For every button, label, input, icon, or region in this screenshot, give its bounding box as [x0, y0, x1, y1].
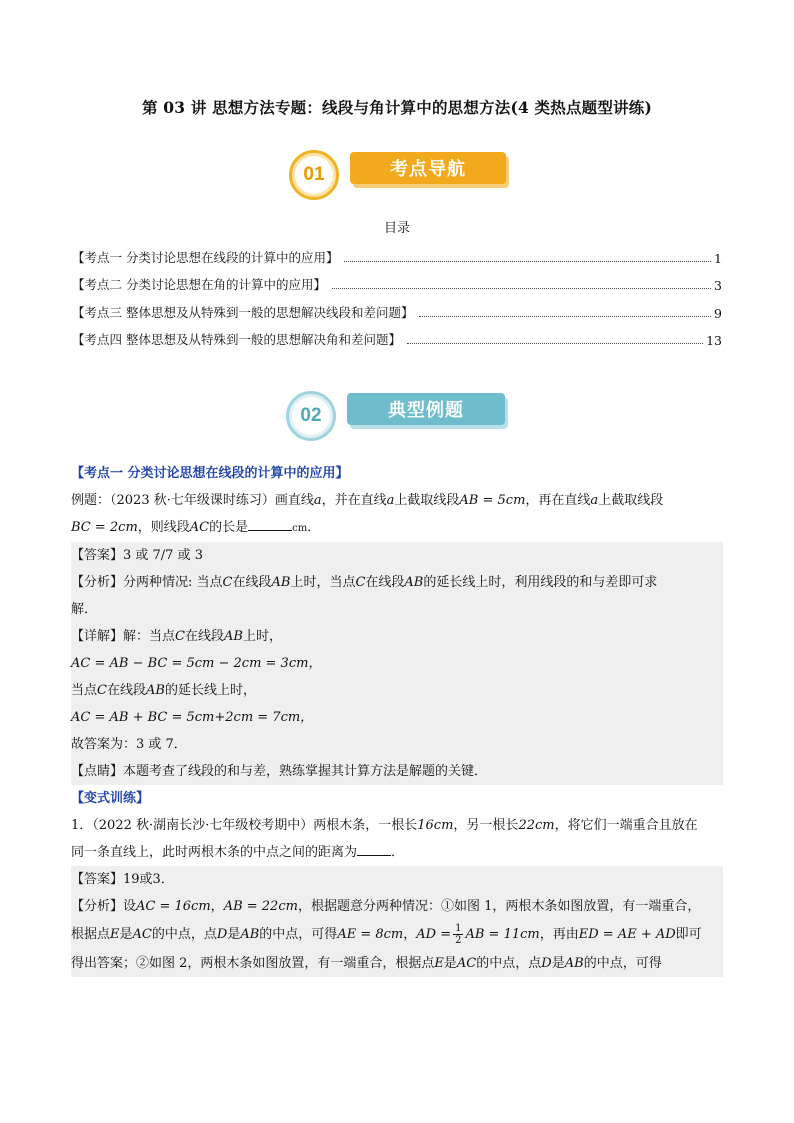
analysis-line-2: 解． — [71, 602, 98, 617]
toc-item[interactable]: 【考点二 分类讨论思想在角的计算中的应用】 3 — [72, 277, 722, 293]
equation-2: AC = AB + BC = 5cm+2cm = 7cm， — [71, 710, 314, 725]
question-1-line-2: 同一条直线上，此时两根木条的中点之间的距离为 ． — [71, 845, 405, 860]
page-title: 第 03 讲 思想方法专题：线段与角计算中的思想方法(4 类热点题型讲练) — [141, 98, 652, 117]
example-line-2: BC = 2cm，则线段AC的长是 cm． — [71, 520, 321, 535]
section-title: 【考点一 分类讨论思想在线段的计算中的应用】 — [71, 466, 349, 481]
variant-heading: 【变式训练】 — [71, 791, 150, 806]
equation-1: AC = AB − BC = 5cm − 2cm = 3cm， — [71, 656, 322, 671]
answer-line: 【答案】3 或 7/7 或 3 — [71, 548, 203, 563]
question-1-line-1: 1．（2022 秋·湖南长沙·七年级校考期中）两根木条，一根长16cm，另一根长22cm，将它们一端重合且放在 — [71, 818, 698, 833]
solution-block-2 — [71, 866, 723, 977]
detail-line-1: 【详解】解：当点C在线段AB上时， — [71, 629, 282, 644]
table-of-contents — [72, 238, 722, 348]
comment-line: 【点睛】本题考查了线段的和与差，熟练掌握其计算方法是解题的关键． — [71, 764, 488, 779]
example-line-1: 例题：（2023 秋·七年级课时练习）画直线a，并在直线a上截取线段AB = 5cm，再在直线a上截取线段 — [71, 493, 664, 508]
banner-number-circle: 01 — [289, 150, 339, 200]
fraction-one-half: $\frac{1}{2}$ — [455, 923, 462, 946]
main-content — [71, 460, 723, 977]
answer-blank — [357, 855, 391, 856]
q1-analysis-line-1: 【分析】设AC = 16cm，AB = 22cm，根据题意分两种情况：①如图 1，两根木条如图放置，有一端重合， — [71, 899, 701, 914]
toc-heading: 目录 — [383, 221, 410, 236]
toc-item[interactable]: 【考点三 整体思想及从特殊到一般的思想解决线段和差问题】 9 — [72, 304, 722, 321]
conclusion-line: 故答案为：3 或 7． — [71, 737, 187, 752]
banner-label: 典型例题 — [347, 393, 505, 425]
q1-answer-line: 【答案】19或3． — [71, 872, 174, 887]
analysis-line-1: 【分析】分两种情况: 当点C在线段AB上时，当点C在线段AB的延长线上时，利用线段的和与差即可求 — [71, 575, 658, 590]
banner-exam-points — [0, 150, 794, 198]
solution-block — [71, 542, 723, 785]
answer-blank — [248, 530, 292, 531]
toc-item[interactable]: 【考点一 分类讨论思想在线段的计算中的应用】 1 — [72, 249, 722, 266]
toc-item[interactable]: 【考点四 整体思想及从特殊到一般的思想解决角和差问题】 13 — [72, 332, 722, 348]
detail-line-2: 当点C在线段AB的延长线上时， — [71, 683, 256, 698]
banner-typical-examples — [0, 389, 794, 437]
banner-number-circle: 02 — [286, 391, 336, 441]
q1-analysis-line-2: 根据点E是AC的中点，点D是AB的中点，可得AE = 8cm，AD = $\frac{1}{2}$ AB = 11cm，再由ED = AE + AD即可 — [71, 923, 702, 946]
banner-label: 考点导航 — [350, 152, 506, 184]
q1-analysis-line-3: 得出答案；②如图 2，两根木条如图放置，有一端重合，根据点E是AC的中点，点D是AB的中点，可得 — [71, 956, 662, 971]
